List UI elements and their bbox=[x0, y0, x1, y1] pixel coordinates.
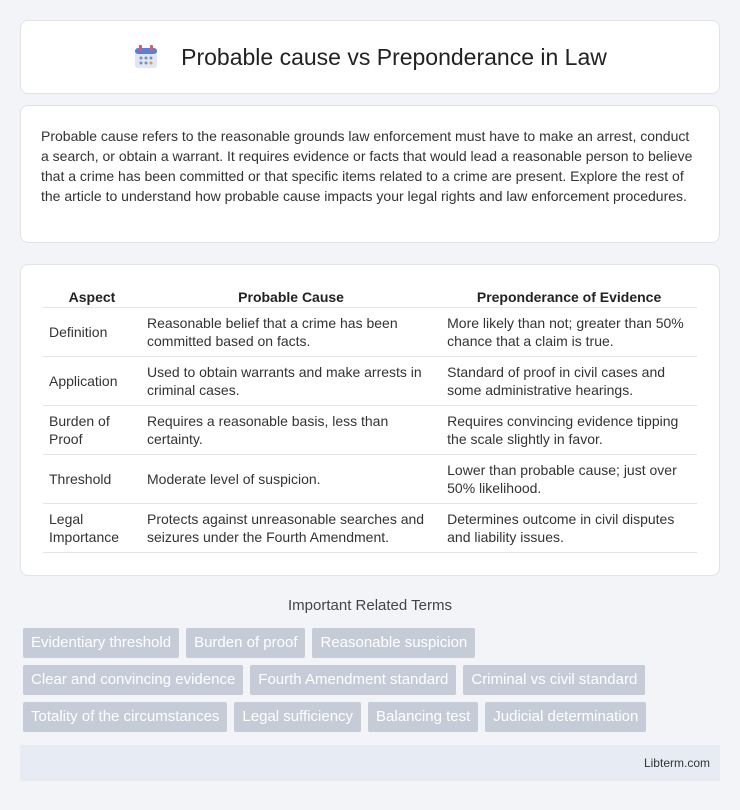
footer-brand-link[interactable]: Libterm.com bbox=[643, 756, 710, 770]
table-cell: Legal Importance bbox=[43, 504, 141, 553]
footer bbox=[20, 745, 720, 781]
table-cell: Burden of Proof bbox=[43, 406, 141, 455]
table-cell: Application bbox=[43, 357, 141, 406]
table-cell: Lower than probable cause; just over 50% likelihood. bbox=[441, 455, 697, 504]
column-header: Preponderance of Evidence bbox=[441, 285, 697, 308]
tag-link[interactable]: Reasonable suspicion bbox=[312, 628, 475, 658]
table-row bbox=[43, 308, 697, 357]
tag-link[interactable]: Clear and convincing evidence bbox=[23, 665, 243, 695]
related-terms bbox=[23, 628, 723, 739]
comparison-table bbox=[43, 285, 697, 553]
table-cell: Requires convincing evidence tipping the scale slightly in favor. bbox=[441, 406, 697, 455]
table-row bbox=[43, 455, 697, 504]
tag-link[interactable]: Criminal vs civil standard bbox=[463, 665, 645, 695]
table-cell: Determines outcome in civil disputes and liability issues. bbox=[441, 504, 697, 553]
tag-link[interactable]: Burden of proof bbox=[186, 628, 305, 658]
table-row bbox=[43, 357, 697, 406]
related-terms-title: Important Related Terms bbox=[288, 597, 452, 614]
tag-link[interactable]: Totality of the circumstances bbox=[23, 702, 227, 732]
header-card bbox=[20, 20, 720, 94]
table-cell: Standard of proof in civil cases and some administrative hearings. bbox=[441, 357, 697, 406]
tag-row bbox=[23, 702, 723, 732]
column-header: Probable Cause bbox=[141, 285, 441, 308]
column-header: Aspect bbox=[43, 285, 141, 308]
intro-text: Probable cause refers to the reasonable grounds law enforcement must have to make an arrest, conduct a search, or obtain a warrant. It requires evidence or facts that would lead a reasonable person to believe that a crime has been committed or that specific items related to a crime are present. Explore the rest of the article to understand how probable cause impacts your legal rights and law enforcement procedures. bbox=[41, 128, 693, 204]
comparison-card bbox=[20, 264, 720, 576]
table-row bbox=[43, 504, 697, 553]
tag-link[interactable]: Balancing test bbox=[368, 702, 478, 732]
table-cell: Definition bbox=[43, 308, 141, 357]
table-cell: Reasonable belief that a crime has been committed based on facts. bbox=[141, 308, 441, 357]
tag-row bbox=[23, 665, 723, 695]
table-cell: More likely than not; greater than 50% chance that a claim is true. bbox=[441, 308, 697, 357]
table-cell: Moderate level of suspicion. bbox=[141, 455, 441, 504]
table-cell: Requires a reasonable basis, less than certainty. bbox=[141, 406, 441, 455]
tag-link[interactable]: Evidentiary threshold bbox=[23, 628, 179, 658]
tag-row bbox=[23, 628, 723, 658]
tag-link[interactable]: Legal sufficiency bbox=[234, 702, 361, 732]
table-header-row bbox=[43, 285, 697, 308]
tag-link[interactable]: Fourth Amendment standard bbox=[250, 665, 456, 695]
page-title: Probable cause vs Preponderance in Law bbox=[181, 43, 607, 70]
table-cell: Threshold bbox=[43, 455, 141, 504]
intro-card bbox=[20, 105, 720, 243]
tag-link[interactable]: Judicial determination bbox=[485, 702, 646, 732]
table-row bbox=[43, 406, 697, 455]
table-cell: Protects against unreasonable searches and seizures under the Fourth Amendment. bbox=[141, 504, 441, 553]
table-cell: Used to obtain warrants and make arrests in criminal cases. bbox=[141, 357, 441, 406]
calendar-icon bbox=[133, 44, 159, 70]
